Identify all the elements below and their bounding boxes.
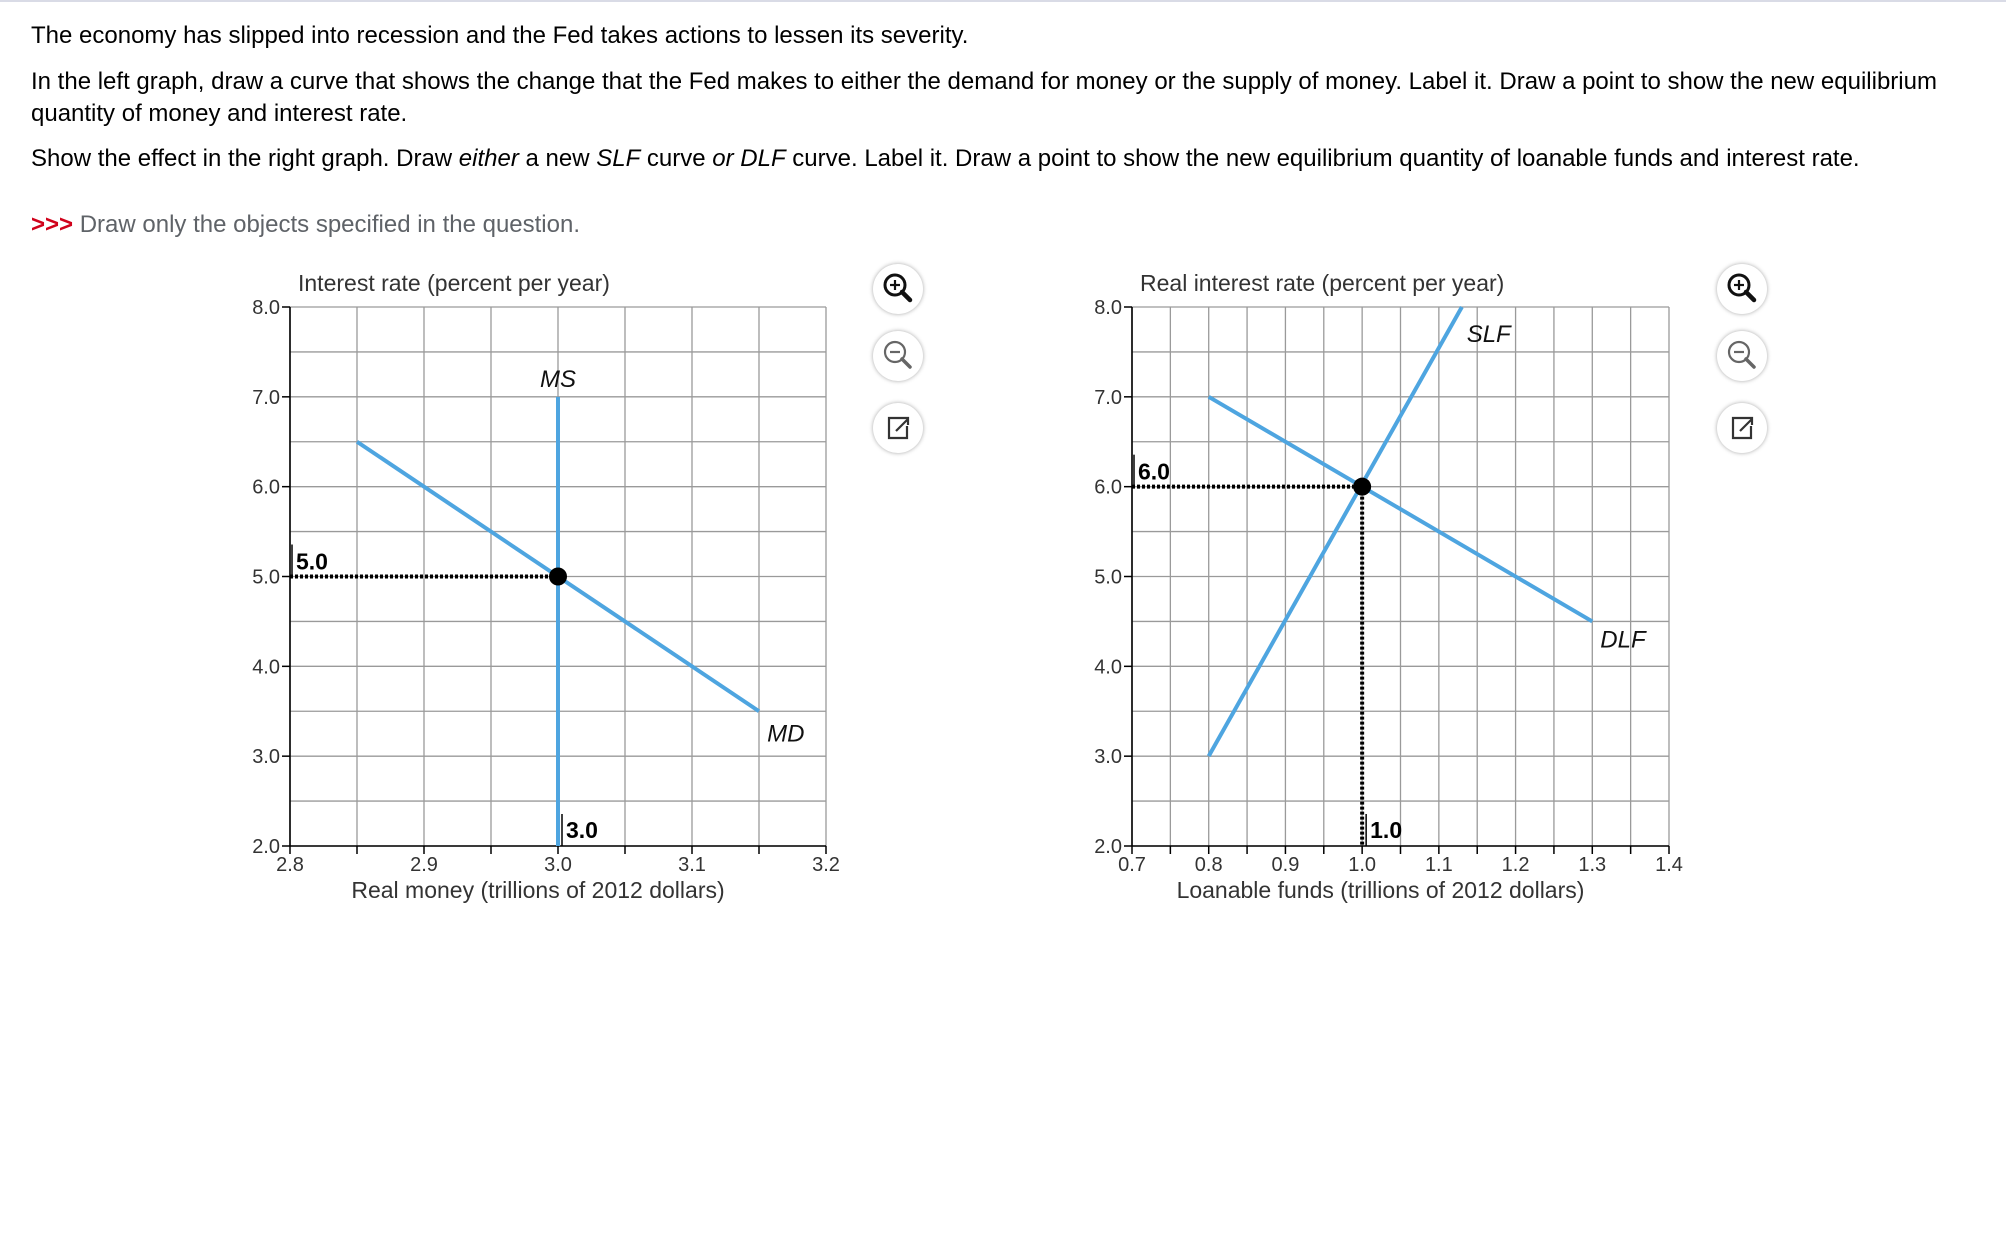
x-tick-label: 0.7 (1118, 854, 1146, 876)
hint-line (31, 209, 1991, 241)
instruction-run: a new (518, 145, 597, 172)
y-tick-label: 3.0 (1094, 746, 1122, 769)
ms-label: MS (540, 365, 576, 393)
money-market-group (252, 270, 840, 903)
instruction-run: Show the effect in the right graph. Draw (31, 145, 459, 172)
zoom-in-icon-part (902, 292, 910, 300)
x-tick-label: 1.3 (1578, 854, 1607, 876)
instruction-run: or DLF (712, 145, 786, 172)
right-expand-button[interactable] (1717, 403, 1767, 453)
equilibrium-x-value-label: 1.0 (1370, 817, 1403, 843)
x-tick-label: 1.4 (1655, 854, 1683, 876)
y-tick-label: 6.0 (252, 476, 280, 499)
x-tick-label: 2.9 (410, 854, 438, 876)
zoom-in-icon (1717, 264, 1767, 314)
md-curve (357, 442, 759, 712)
x-tick-label: 0.9 (1271, 854, 1300, 876)
y-tick-label: 6.0 (1094, 476, 1122, 499)
y-tick-label: 3.0 (252, 746, 280, 769)
zoom-out-icon-part (902, 359, 910, 367)
loanable-funds-market-group (1094, 270, 1683, 903)
y-tick-label: 5.0 (252, 566, 280, 589)
y-tick-label: 4.0 (1094, 656, 1122, 679)
instruction-run: SLF (596, 145, 641, 172)
dlf-label: DLF (1600, 626, 1646, 654)
slf-label: SLF (1466, 320, 1511, 348)
y-axis-title: Real interest rate (percent per year) (1140, 270, 1505, 296)
zoom-out-icon-part (1746, 359, 1754, 367)
y-tick-label: 7.0 (252, 386, 280, 409)
top-divider (0, 0, 2006, 2)
y-tick-label: 8.0 (252, 297, 280, 319)
slf-curve (1209, 307, 1462, 756)
y-tick-label: 2.0 (1094, 836, 1122, 858)
right-zoom-in-button[interactable] (1717, 264, 1767, 314)
zoom-out-icon (873, 331, 923, 381)
x-axis-title: Loanable funds (trillions of 2012 dollars) (1176, 877, 1585, 903)
equilibrium-y-value-label: 6.0 (1138, 458, 1170, 485)
instruction-run: curve (640, 145, 713, 172)
right-zoom-out-button[interactable] (1717, 331, 1767, 381)
equilibrium-x-value-label: 3.0 (566, 817, 598, 843)
x-tick-label: 2.8 (276, 854, 304, 876)
x-tick-label: 1.2 (1501, 854, 1530, 876)
x-tick-label: 0.8 (1194, 854, 1223, 876)
md-label: MD (767, 720, 805, 748)
instruction-paragraph-1: The economy has slipped into recession and the Fed takes actions to lessen its severity. (31, 22, 969, 49)
instruction-run: In the left graph, draw a curve that shows the change that the Fed makes to either the demand for money or the supply of money. Label it. Draw a point to show the new equilibrium quantity of money and interest rate. (31, 68, 1937, 127)
y-tick-label: 2.0 (252, 836, 280, 858)
left-zoom-out-button[interactable] (873, 331, 923, 381)
x-tick-label: 3.2 (812, 854, 840, 876)
y-tick-label: 4.0 (252, 656, 280, 679)
equilibrium-point (549, 568, 567, 586)
equilibrium-y-value-label: 5.0 (296, 548, 328, 575)
left-expand-button[interactable] (873, 403, 923, 453)
instruction-run: curve. Label it. Draw a point to show the new equilibrium quantity of loanable funds and interest rate. (785, 145, 1860, 172)
y-axis-title: Interest rate (percent per year) (298, 270, 610, 296)
y-tick-label: 5.0 (1094, 566, 1122, 589)
hint-arrows: >>> (31, 211, 74, 238)
x-axis-title: Real money (trillions of 2012 dollars) (351, 877, 725, 903)
x-tick-label: 3.1 (678, 854, 706, 876)
hint-text: Draw only the objects specified in the question. (73, 211, 580, 238)
x-tick-label: 1.1 (1424, 854, 1453, 876)
equilibrium-point (1353, 478, 1371, 496)
left-zoom-in-button[interactable] (873, 264, 923, 314)
expand-icon (873, 403, 923, 453)
dlf-curve (1209, 397, 1593, 622)
instruction-run: either (458, 145, 519, 172)
zoom-in-icon-part (1746, 292, 1754, 300)
instruction-paragraph-2 (31, 66, 1991, 130)
expand-icon (1717, 403, 1767, 453)
y-tick-label: 8.0 (1094, 297, 1122, 319)
x-tick-label: 3.0 (544, 854, 572, 876)
x-tick-label: 1.0 (1348, 854, 1377, 876)
instruction-paragraph-3 (31, 143, 1991, 175)
zoom-out-icon (1717, 331, 1767, 381)
zoom-in-icon (873, 264, 923, 314)
y-tick-label: 7.0 (1094, 386, 1122, 409)
